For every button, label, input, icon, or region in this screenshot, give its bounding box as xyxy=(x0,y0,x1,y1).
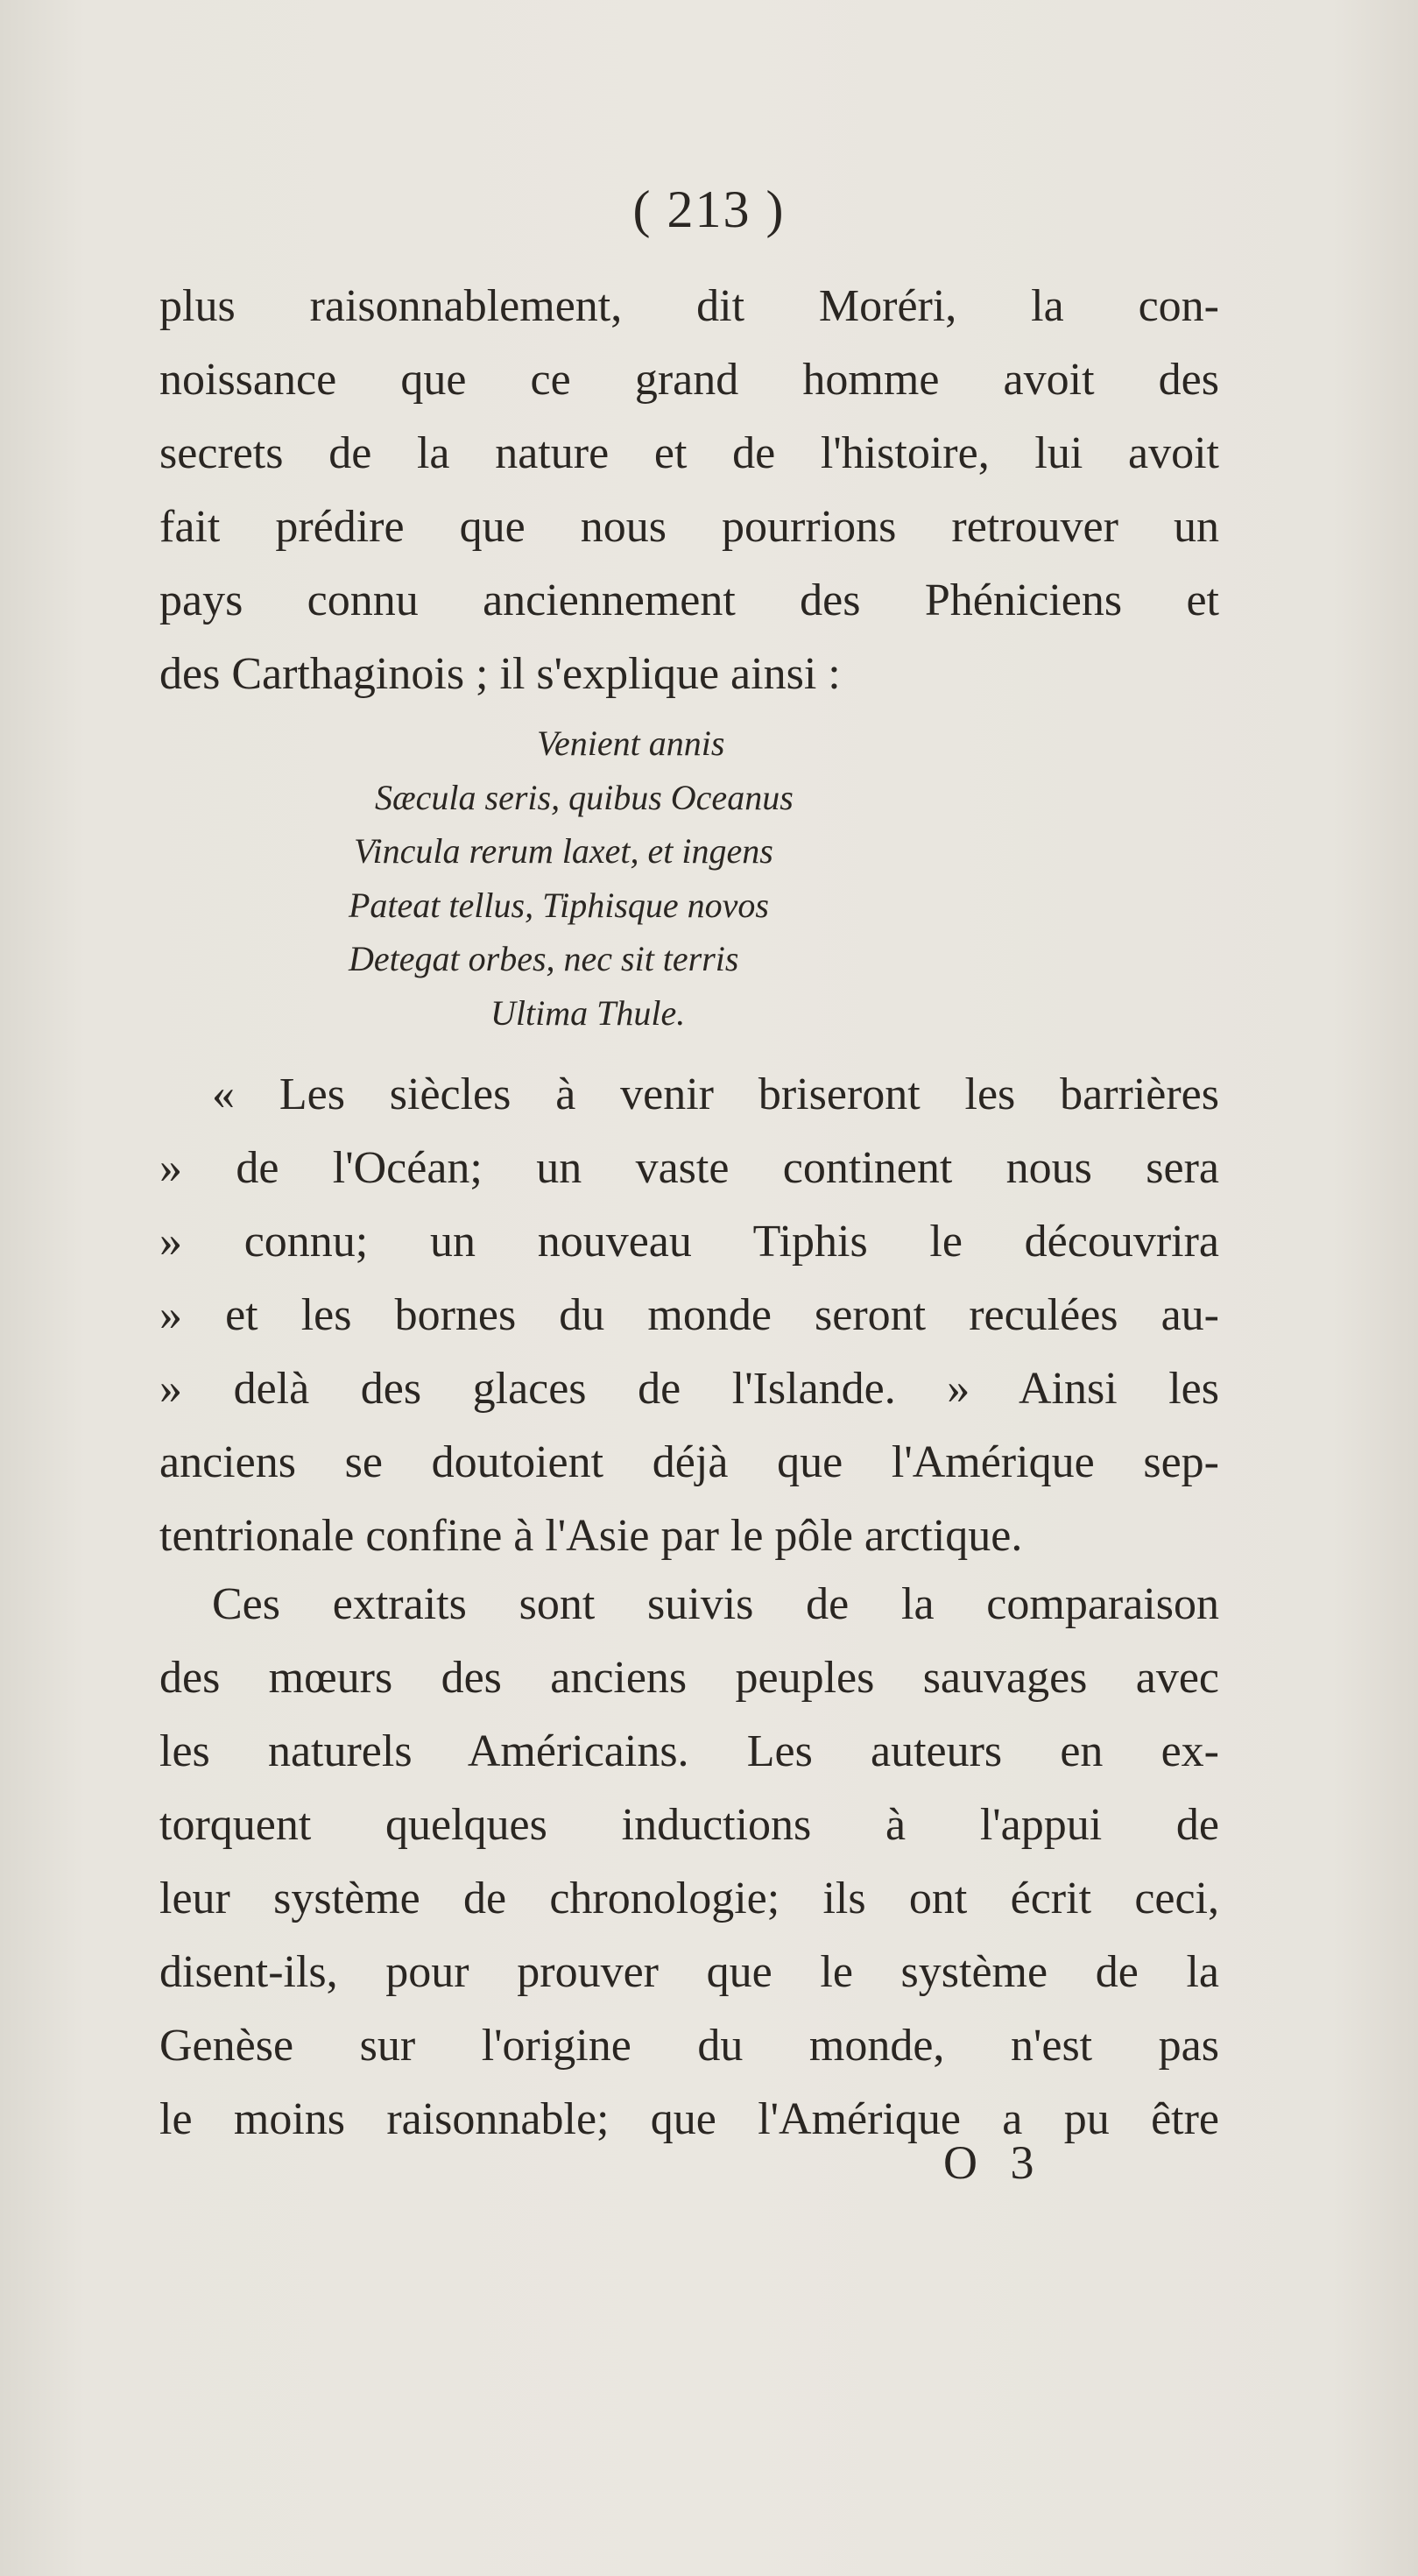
verse-line: Venient annis xyxy=(537,723,725,763)
text-line: » connu; un nouveau Tiphis le découvrira xyxy=(159,1217,1219,1267)
text-line: pays connu anciennement des Phéniciens et xyxy=(159,575,1219,625)
text-line: » et les bornes du monde seront reculées au- xyxy=(159,1290,1219,1340)
text-line: « Les siècles à venir briseront les barrières xyxy=(212,1069,1219,1119)
text-line: fait prédire que nous pourrions retrouver un xyxy=(159,502,1219,552)
text-line: tentrionale confine à l'Asie par le pôle arctique. xyxy=(159,1511,1023,1561)
text-line: anciens se doutoient déjà que l'Amérique sep- xyxy=(159,1437,1219,1487)
verse-line: Vincula rerum laxet, et ingens xyxy=(354,831,773,871)
paragraph-1 xyxy=(159,270,1219,711)
text-line: noissance que ce grand homme avoit des xyxy=(159,355,1219,405)
text-line: des mœurs des anciens peuples sauvages avec xyxy=(159,1653,1219,1703)
text-line: le moins raisonnable; que l'Amérique a pu être xyxy=(159,2094,1219,2144)
text-line: » delà des glaces de l'Islande. » Ainsi les xyxy=(159,1364,1219,1414)
text-line: Ces extraits sont suivis de la comparaison xyxy=(212,1579,1219,1629)
text-line: torquent quelques inductions à l'appui de xyxy=(159,1800,1219,1850)
text-line: des Carthaginois ; il s'explique ainsi : xyxy=(159,649,841,699)
page-number: ( 213 ) xyxy=(632,180,786,238)
verse-line: Ultima Thule. xyxy=(490,992,686,1033)
text-line: secrets de la nature et de l'histoire, lui avoit xyxy=(159,428,1219,478)
text-line: » de l'Océan; un vaste continent nous sera xyxy=(159,1143,1219,1193)
text-line: Genèse sur l'origine du monde, n'est pas xyxy=(159,2021,1219,2071)
text-line: plus raisonnablement, dit Moréri, la con- xyxy=(159,281,1219,331)
verse-quotation xyxy=(0,716,1418,1040)
text-line: les naturels Américains. Les auteurs en ex- xyxy=(159,1726,1219,1776)
signature-mark: O 3 xyxy=(943,2136,1045,2189)
text-line: leur système de chronologie; ils ont écrit ceci, xyxy=(159,1874,1219,1923)
verse-line: Detegat orbes, nec sit terris xyxy=(349,939,739,978)
verse-line: Sæcula seris, quibus Oceanus xyxy=(375,777,794,817)
text-line: disent-ils, pour prouver que le système de la xyxy=(159,1947,1219,1997)
paragraph-3 xyxy=(159,1568,1219,2156)
paragraph-2 xyxy=(159,1058,1219,1573)
verse-line: Pateat tellus, Tiphisque novos xyxy=(349,885,769,925)
